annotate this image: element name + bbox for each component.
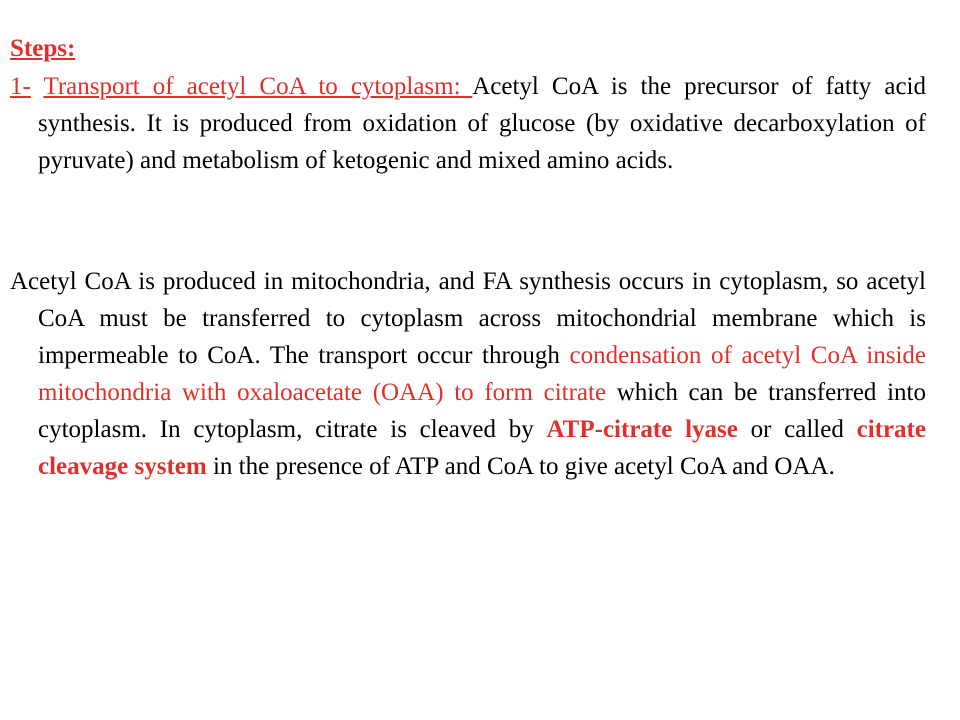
step-title: Transport of acetyl CoA to cytoplasm: <box>43 73 473 100</box>
transport-paragraph <box>10 263 926 485</box>
highlight-condensation: condensation of acetyl CoA inside mitochondria with oxaloacetate (OAA) to form citrate <box>38 342 927 406</box>
paragraph-text-2: which can be transferred into cytoplasm. In cytoplasm, citrate is cleaved by <box>38 379 927 443</box>
paragraph-text-1: Acetyl CoA is produced in mitochondria, and FA synthesis occurs in cytoplasm, so acetyl CoA must be transferred to cytoplasm across mitochondrial membrane which is impermeable to CoA. The transport occur through <box>10 268 926 369</box>
paragraph-text-4: in the presence of ATP and CoA to give acetyl CoA and OAA. <box>206 453 835 480</box>
term-atp-citrate-lyase: ATP-citrate lyase <box>546 416 738 443</box>
step-number: 1- <box>10 73 31 100</box>
steps-heading: Steps: <box>10 35 76 62</box>
step-gap <box>31 73 44 100</box>
paragraph-text-3: or called <box>737 416 857 443</box>
step-1-paragraph <box>10 68 926 179</box>
term-citrate-cleavage-system: citrate cleavage system <box>38 416 926 480</box>
step-body: Acetyl CoA is the precursor of fatty acid synthesis. It is produced from oxidation of glucose (by oxidative decarboxylation of pyruvate) and metabolism of ketogenic and mixed amino acids. <box>38 73 926 174</box>
